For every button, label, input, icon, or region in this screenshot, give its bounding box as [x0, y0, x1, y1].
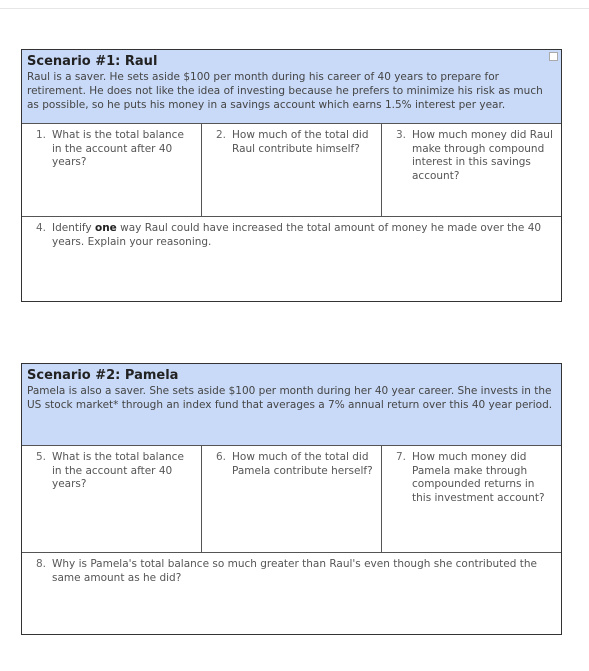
question-8-text: Why is Pamela's total balance so much greater than Raul's even though she contributed the same amount as he did?: [52, 558, 537, 584]
question-7-text: How much money did Pamela make through compounded returns in this investment account?: [412, 451, 545, 504]
question-7-number: 7.: [395, 451, 406, 463]
cell-handle-icon[interactable]: [549, 52, 558, 61]
question-3-text: How much money did Raul make through compound interest in this savings account?: [412, 129, 553, 182]
question-4-number: 4.: [35, 222, 46, 234]
scenario-1-header: [22, 50, 561, 124]
scenario-1-table: [21, 49, 562, 302]
question-6-number: 6.: [215, 451, 226, 463]
question-6-cell[interactable]: [202, 446, 382, 552]
question-6-text: How much of the total did Pamela contribute herself?: [232, 451, 373, 477]
question-7-cell[interactable]: [382, 446, 561, 552]
question-2-number: 2.: [215, 129, 226, 141]
scenario-2-table: [21, 363, 562, 635]
scenario-1-description: Raul is a saver. He sets aside $100 per month during his career of 40 years to prepare for retirement. He does not like the idea of investing because he prefers to minimize his risk as much as possible, so he puts his money in a savings account which earns 1.5% interest per year.: [27, 71, 543, 111]
question-5-cell[interactable]: [22, 446, 202, 552]
scenario-2-title: Scenario #2: Pamela: [27, 368, 179, 383]
question-4-text: Identify one way Raul could have increased the total amount of money he made over the 40 years. Explain your reasoning.: [52, 222, 542, 248]
question-5-number: 5.: [35, 451, 46, 463]
scenario-1-title: Scenario #1: Raul: [27, 54, 158, 69]
scenario-2-description: Pamela is also a saver. She sets aside $100 per month during her 40 year career. She invests in the US stock market* through an index fund that averages a 7% annual return over this 40 year period.: [27, 385, 553, 411]
question-1-cell[interactable]: [22, 124, 202, 216]
question-1-text: What is the total balance in the account after 40 years?: [52, 129, 184, 168]
question-3-cell[interactable]: [382, 124, 561, 216]
top-divider: [0, 8, 589, 9]
question-5-text: What is the total balance in the account after 40 years?: [52, 451, 184, 490]
question-1-number: 1.: [35, 129, 46, 141]
scenario-2-header: [22, 364, 561, 446]
emphasis-one: one: [94, 222, 117, 234]
question-2-text: How much of the total did Raul contribute himself?: [232, 129, 369, 155]
question-8-number: 8.: [35, 558, 46, 570]
question-8-cell[interactable]: [22, 553, 561, 590]
question-4-cell[interactable]: [22, 217, 561, 254]
scenario-1-question-row: [22, 124, 561, 217]
question-2-cell[interactable]: [202, 124, 382, 216]
question-3-number: 3.: [395, 129, 406, 141]
scenario-2-question-row: [22, 446, 561, 553]
